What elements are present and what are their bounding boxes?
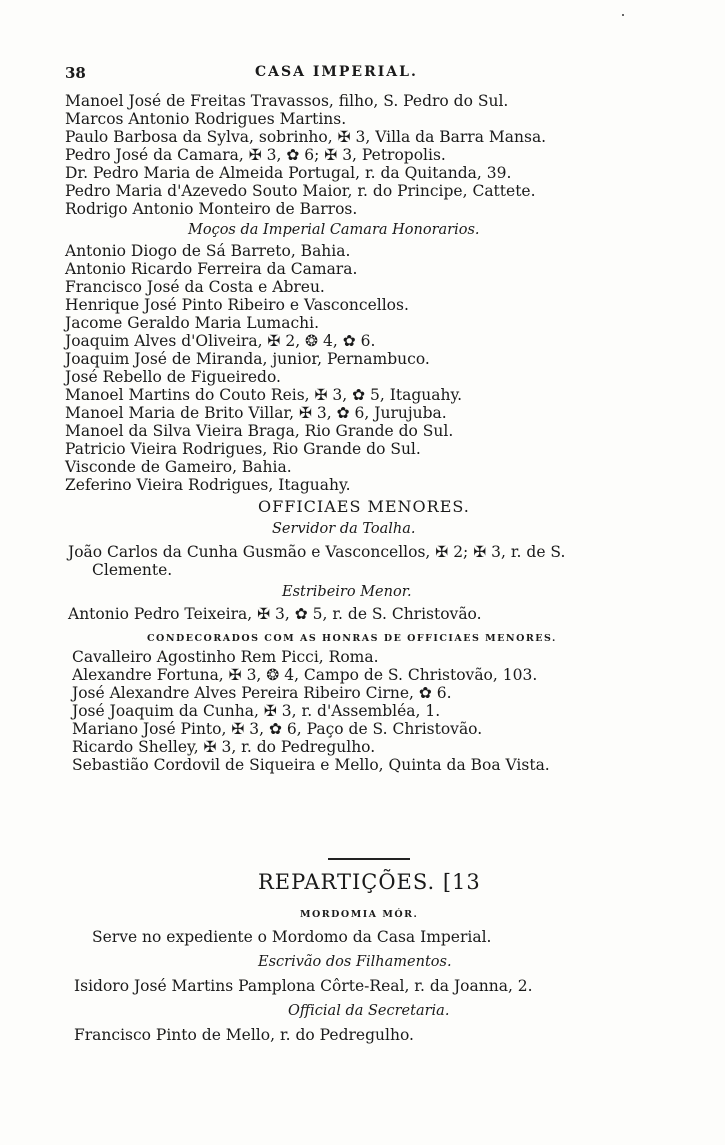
entry-line: Zeferino Vieira Rodrigues, Itaguahy. — [65, 476, 351, 494]
entry-line: Joaquim José de Miranda, junior, Pernambuco. — [65, 350, 430, 368]
section-subheading: Escrivão dos Filhamentos. — [258, 954, 452, 970]
page-number: 38 — [65, 64, 86, 82]
entry-line: Henrique José Pinto Ribeiro e Vasconcellos. — [65, 296, 409, 314]
section-subheading: Moços da Imperial Camara Honorarios. — [188, 222, 480, 238]
section-subheading: Servidor da Toalha. — [272, 521, 416, 537]
entry-line: Patricio Vieira Rodrigues, Rio Grande do Sul. — [65, 440, 421, 458]
entry-line: Jacome Geraldo Maria Lumachi. — [65, 314, 320, 332]
entry-line: Manoel Maria de Brito Villar, ✠ 3, ✿ 6, Jurujuba. — [65, 404, 447, 422]
entry-line: Isidoro José Martins Pamplona Côrte-Real, r. da Joanna, 2. — [74, 977, 533, 995]
entry-line: Manoel da Silva Vieira Braga, Rio Grande do Sul. — [65, 422, 454, 440]
entry-line: Paulo Barbosa da Sylva, sobrinho, ✠ 3, Villa da Barra Mansa. — [65, 128, 547, 146]
section-subheading: Estribeiro Menor. — [282, 584, 412, 600]
entry-line: Manoel Martins do Couto Reis, ✠ 3, ✿ 5, Itaguahy. — [65, 386, 463, 404]
page-header — [65, 64, 665, 86]
section-divider — [328, 858, 410, 860]
entry-line: Pedro Maria d'Azevedo Souto Maior, r. do Principe, Cattete. — [65, 182, 536, 200]
section-subheading: Official da Secretaria. — [288, 1003, 450, 1019]
entry-line: José Joaquim da Cunha, ✠ 3, r. d'Assembléa, 1. — [72, 702, 441, 720]
entry-line: Clemente. — [92, 561, 173, 579]
entry-line: Francisco José da Costa e Abreu. — [65, 278, 325, 296]
entry-line: Marcos Antonio Rodrigues Martins. — [65, 110, 347, 128]
entry-line: Manoel José de Freitas Travassos, filho, S. Pedro do Sul. — [65, 92, 509, 110]
entry-line: José Alexandre Alves Pereira Ribeiro Cirne, ✿ 6. — [72, 684, 452, 702]
entry-line: Sebastião Cordovil de Siqueira e Mello, Quinta da Boa Vista. — [72, 756, 550, 774]
entry-line: Visconde de Gameiro, Bahia. — [65, 458, 292, 476]
entry-line: Mariano José Pinto, ✠ 3, ✿ 6, Paço de S. Christovão. — [72, 720, 483, 738]
entry-line: Antonio Pedro Teixeira, ✠ 3, ✿ 5, r. de S. Christovão. — [68, 605, 482, 623]
entry-line: Antonio Ricardo Ferreira da Camara. — [65, 260, 358, 278]
entry-line: Cavalleiro Agostinho Rem Picci, Roma. — [72, 648, 379, 666]
entry-line: Alexandre Fortuna, ✠ 3, ❂ 4, Campo de S. Christovão, 103. — [72, 666, 538, 684]
entry-line: Francisco Pinto de Mello, r. do Pedregulho. — [74, 1026, 414, 1044]
entry-line: Serve no expediente o Mordomo da Casa Imperial. — [92, 928, 492, 946]
entry-line: Joaquim Alves d'Oliveira, ✠ 2, ❂ 4, ✿ 6. — [65, 332, 376, 350]
page-title: CASA IMPERIAL. — [255, 64, 418, 80]
entry-line: Antonio Diogo de Sá Barreto, Bahia. — [65, 242, 351, 260]
section-heading: OFFICIAES MENORES. — [258, 497, 470, 516]
entry-line: Ricardo Shelley, ✠ 3, r. do Pedregulho. — [72, 738, 376, 756]
section-heading: REPARTIÇÕES. [13 — [258, 870, 481, 894]
section-heading: MORDOMIA MÓR. — [300, 909, 419, 920]
entry-line: Dr. Pedro Maria de Almeida Portugal, r. da Quitanda, 39. — [65, 164, 512, 182]
entry-line: Rodrigo Antonio Monteiro de Barros. — [65, 200, 358, 218]
entry-line: Pedro José da Camara, ✠ 3, ✿ 6; ✠ 3, Petropolis. — [65, 146, 446, 164]
section-heading: CONDECORADOS COM AS HONRAS DE OFFICIAES MENORES. — [147, 633, 557, 644]
entry-line: José Rebello de Figueiredo. — [65, 368, 281, 386]
entry-line: João Carlos da Cunha Gusmão e Vasconcellos, ✠ 2; ✠ 3, r. de S. — [68, 543, 566, 561]
paper-speck — [622, 14, 624, 16]
